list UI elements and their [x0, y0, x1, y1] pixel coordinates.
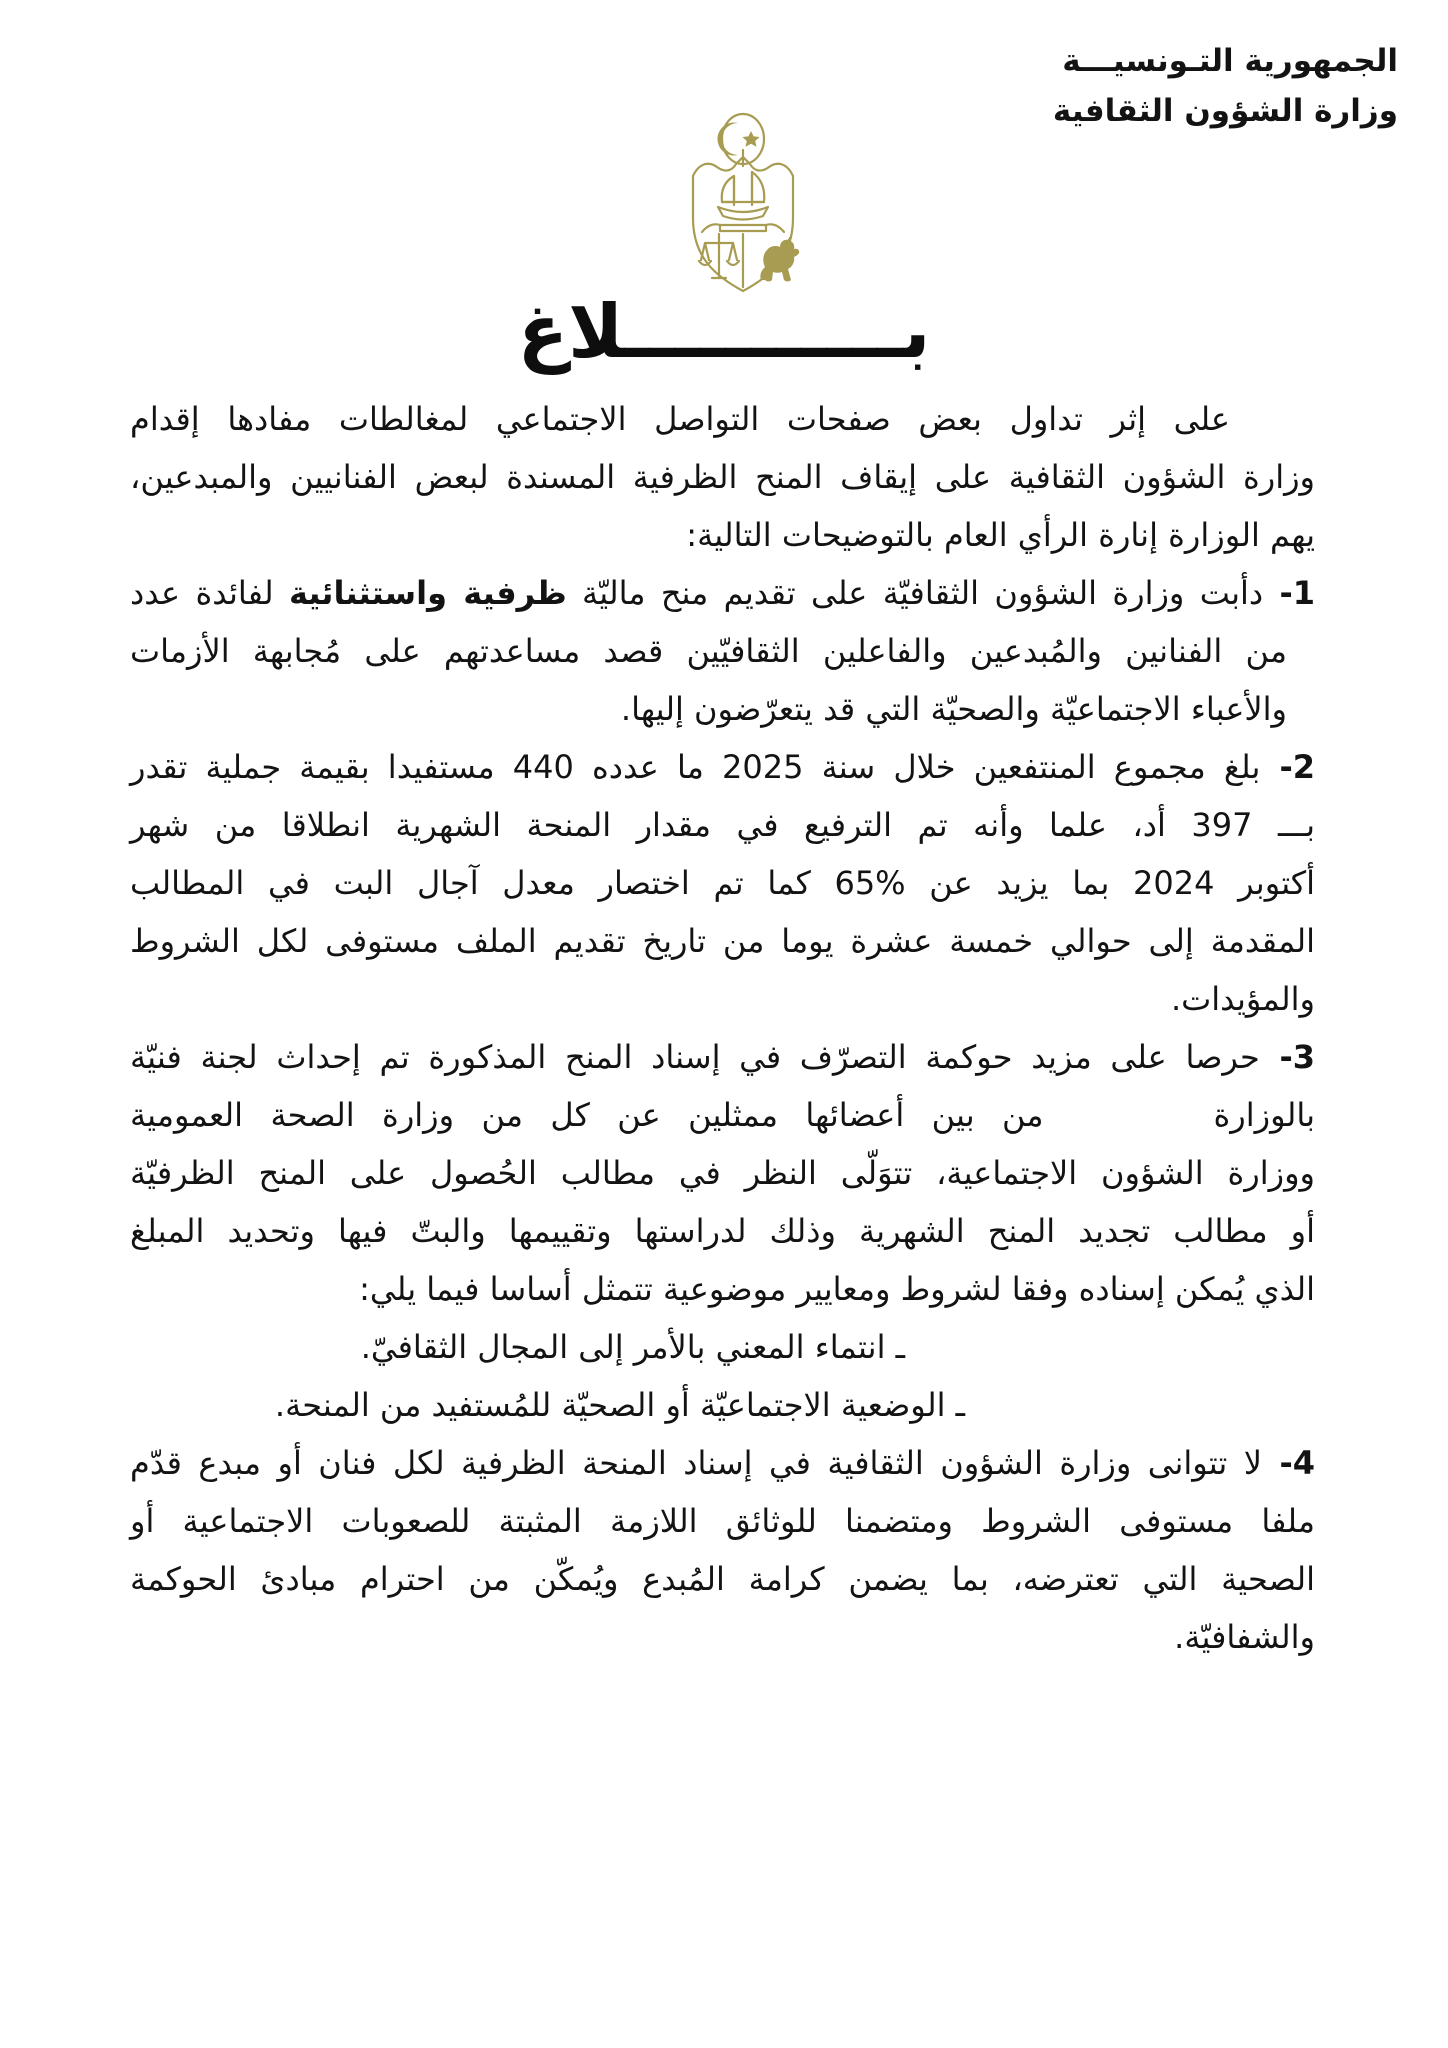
text-line: [130, 1318, 1315, 1376]
paragraph-item-4: [130, 1434, 1315, 1666]
paragraph-criteria-list: [130, 1318, 1315, 1434]
text-line: [130, 1202, 1315, 1260]
text-segment: ـ انتماء المعني بالأمر إلى المجال الثقافيّ.: [360, 1328, 905, 1366]
text-segment: لفائدة عدد: [130, 574, 289, 612]
text-segment: ووزارة الشؤون الاجتماعية، تتوَلّى النظر في مطالب الحُصول على المنح الظرفيّة: [130, 1154, 1315, 1192]
text-segment: والشفافيّة.: [1174, 1618, 1315, 1656]
text-segment: ملفا مستوفى الشروط ومتضمنا للوثائق اللازمة المثبتة للصعوبات الاجتماعية أو: [130, 1502, 1315, 1540]
ship-icon: [718, 172, 768, 220]
text-segment: الصحية التي تعترضه، بما يضمن كرامة المُبدع ويُمكّن من احترام مبادئ الحوكمة: [130, 1560, 1315, 1598]
crescent-and-star-icon: [717, 114, 764, 164]
text-segment: 2-: [1260, 748, 1316, 786]
text-line: [130, 796, 1315, 854]
text-segment: ـ الوضعية الاجتماعيّة أو الصحيّة للمُستفيد من المنحة.: [274, 1386, 965, 1424]
paragraph-item-2: [130, 738, 1315, 1028]
text-line: [130, 564, 1315, 622]
text-segment: 3-: [1259, 1038, 1316, 1076]
paragraph-intro: [130, 390, 1315, 564]
paragraph-item-1: [130, 564, 1315, 738]
text-line: [130, 1492, 1315, 1550]
text-line: [130, 622, 1315, 680]
letterhead-ministry: وزارة الشؤون الثقافية: [1052, 93, 1398, 129]
text-segment: على إثر تداول بعض صفحات التواصل الاجتماعي لمغالطات مفادها إقدام: [130, 400, 1230, 438]
text-line: [130, 970, 1315, 1028]
text-segment: ظرفية واستثنائية: [288, 574, 567, 612]
document-title: بـــــــــــلاغ: [517, 289, 931, 375]
lion-icon: [760, 238, 799, 282]
text-segment: بلغ مجموع المنتفعين خلال سنة 2025 ما عدده 440 مستفيدا بقيمة جملية تقدر: [130, 748, 1261, 786]
tunisia-coat-of-arms-icon: [678, 110, 808, 298]
text-segment: بـــ 397 أد، علما وأنه تم الترفيع في مقدار المنحة الشهرية انطلاقا من شهر: [130, 806, 1316, 844]
text-segment: من الفنانين والمُبدعين والفاعلين الثقافيّين قصد مساعدتهم على مُجابهة الأزمات: [130, 632, 1287, 670]
text-line: [130, 854, 1315, 912]
paragraph-item-3: [130, 1028, 1315, 1318]
text-segment: دأبت وزارة الشؤون الثقافيّة على تقديم منح ماليّة: [566, 574, 1264, 612]
text-line: [130, 390, 1315, 448]
text-line: [130, 912, 1315, 970]
text-segment: لا تتوانى وزارة الشؤون الثقافية في إسناد المنحة الظرفية لكل فنان أو مبدع قدّم: [130, 1444, 1263, 1482]
text-line: [130, 1608, 1315, 1666]
text-segment: 1-: [1263, 574, 1316, 612]
text-segment: الذي يُمكن إسناده وفقا لشروط ومعايير موضوعية تتمثل أساسا فيما يلي:: [359, 1270, 1315, 1308]
scales-of-justice-icon: [699, 234, 739, 278]
letterhead: [1053, 36, 1398, 136]
text-segment: والأعباء الاجتماعيّة والصحيّة التي قد يتعرّضون إليها.: [620, 690, 1287, 728]
banner: [702, 224, 784, 232]
letterhead-republic: الجمهورية التـونسيـــة: [1062, 43, 1398, 79]
text-segment: أو مطالب تجديد المنح الشهرية وذلك لدراستها وتقييمها والبتّ فيها وتحديد المبلغ: [130, 1212, 1315, 1250]
text-line: [130, 1434, 1315, 1492]
text-segment: من بين أعضائها ممثلين عن كل من وزارة الصحة العمومية: [130, 1096, 1044, 1134]
text-segment: المقدمة إلى حوالي خمسة عشرة يوما من تاريخ تقديم الملف مستوفى لكل الشروط: [130, 922, 1315, 960]
text-line: [130, 1376, 1315, 1434]
text-line: [130, 1260, 1315, 1318]
text-line: [130, 1550, 1315, 1608]
text-segment: والمؤيدات.: [1170, 980, 1315, 1018]
text-segment: يهم الوزارة إنارة الرأي العام بالتوضيحات التالية:: [686, 516, 1315, 554]
text-line: [130, 1144, 1315, 1202]
text-line: [130, 680, 1315, 738]
text-segment: وزارة الشؤون الثقافية على إيقاف المنح الظرفية المسندة لبعض الفنانيين والمبدعين،: [130, 458, 1315, 496]
text-segment: حرصا على مزيد حوكمة التصرّف في إسناد المنح المذكورة تم إحداث لجنة فنيّة: [130, 1038, 1260, 1076]
text-segment: بالوزارة: [1213, 1096, 1315, 1134]
text-line: [130, 738, 1315, 796]
text-line: [130, 1028, 1315, 1086]
text-segment: أكتوبر 2024 بما يزيد عن %65 كما تم اختصار معدل آجال البت في المطالب: [130, 864, 1316, 902]
text-segment: 4-: [1262, 1444, 1316, 1482]
document-body: [130, 390, 1315, 1666]
text-line: [130, 1086, 1315, 1144]
text-line: [130, 506, 1315, 564]
text-line: [130, 448, 1315, 506]
